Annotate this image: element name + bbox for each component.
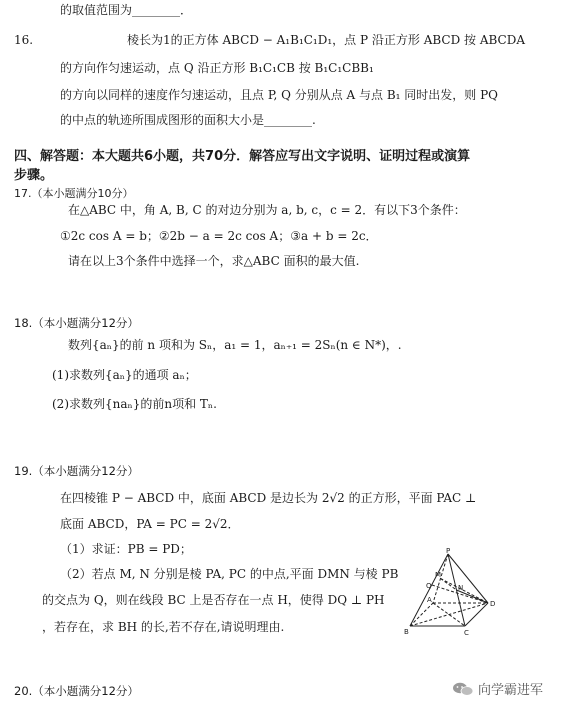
problem-18-line-2: (1)求数列{aₙ}的通项 aₙ； [52, 368, 197, 382]
label-m: M [435, 571, 442, 579]
problem-19-line-1: 在四棱锥 P − ABCD 中，底面 ABCD 是边长为 2√2 的正方形，平面 PAC ⊥ [60, 491, 477, 505]
problem-18-header: 18.（本小题满分12分） [14, 316, 139, 330]
label-a: A [427, 596, 432, 604]
label-d: D [490, 600, 496, 608]
problem-18-line-3: (2)求数列{naₙ}的前n项和 Tₙ. [52, 397, 217, 411]
watermark-text: 向学霸进军 [478, 683, 544, 698]
problem-17-line-2: ①2c cos A = b；②2b − a = 2c cos A；③a + b = 2c． [60, 229, 378, 243]
segment-md [441, 579, 489, 604]
section-4-title-cont: 步骤。 [14, 168, 54, 183]
label-q: Q [426, 582, 432, 590]
label-n: N [458, 584, 464, 592]
problem-16-number: 16. [14, 33, 34, 47]
problem-18-line-1: 数列{aₙ}的前 n 项和为 Sₙ，a₁ = 1，aₙ₊₁ = 2Sₙ(n ∈ N*)，. [68, 338, 402, 352]
pyramid-figure [400, 548, 510, 638]
previous-problem-tail: 的取值范围为________． [60, 3, 193, 17]
edge-cd [465, 603, 488, 626]
problem-17-line-3: 请在以上3个条件中选择一个，求△ABC 面积的最大值. [68, 254, 360, 268]
problem-16-line-1: 棱长为1的正方体 ABCD − A₁B₁C₁D₁，点 P 沿正方形 ABCD 按 ABCDA [127, 33, 526, 47]
problem-16-line-2: 的方向作匀速运动，点 Q 沿正方形 B₁C₁CB 按 B₁C₁CBB₁ [60, 61, 374, 75]
problem-16-line-3: 的方向以同样的速度作匀速运动，且点 P, Q 分别从点 A 与点 B₁ 同时出发，则 PQ [60, 88, 499, 102]
problem-16-line-4: 的中点的轨迹所围成图形的面积大小是________. [60, 113, 316, 127]
label-b: B [404, 628, 409, 636]
label-c: C [464, 629, 469, 637]
problem-19-line-6: ，若存在，求 BH 的长,若不存在,请说明理由. [42, 620, 285, 634]
problem-19-line-2: 底面 ABCD，PA = PC = 2√2． [60, 517, 240, 531]
wechat-icon [452, 682, 474, 696]
problem-19-line-3: （1）求证：PB = PD； [60, 542, 192, 556]
problem-17-header: 17.（本小题满分10分） [14, 187, 134, 200]
watermark [452, 679, 543, 698]
problem-19-header: 19.（本小题满分12分） [14, 464, 139, 478]
problem-19-line-4: （2）若点 M, N 分别是棱 PA, PC 的中点,平面 DMN 与棱 PB [60, 567, 399, 581]
problem-17-line-1: 在△ABC 中，角 A, B, C 的对边分别为 a, b, c，c = 2．有以下3个条件： [68, 203, 466, 217]
section-4-title: 四、解答题：本大题共6小题，共70分．解答应写出文字说明、证明过程或演算 [14, 149, 471, 164]
label-p: P [446, 548, 451, 555]
problem-20-header: 20.（本小题满分12分） [14, 684, 139, 698]
edge-pb [410, 554, 448, 626]
problem-19-line-5: 的交点为 Q，则在线段 BC 上是否存在一点 H，使得 DQ ⊥ PH [42, 593, 385, 607]
